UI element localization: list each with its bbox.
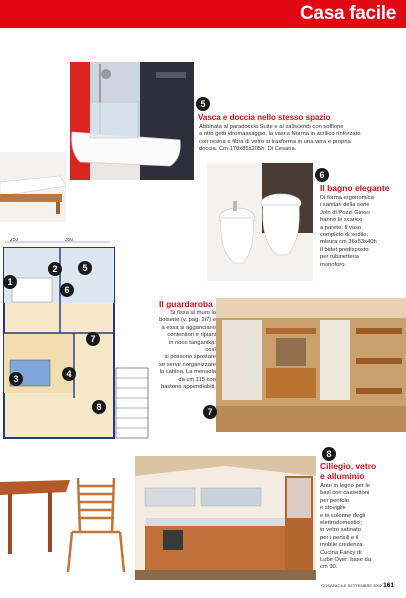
section-7-line: si possono spostare [164, 354, 216, 361]
table-chair-photo [0, 462, 130, 582]
section-6-line: Il bidet predisposto [320, 246, 369, 253]
marker-6: 6 [315, 168, 329, 182]
plan-marker-4: 4 [62, 367, 76, 381]
section-7-line: da cm 115 con [178, 376, 216, 383]
section-6-text [320, 195, 402, 269]
section-8-line: per i pensili e il [320, 534, 359, 541]
section-8-line: per pentole [320, 497, 350, 504]
section-7-line: bastone appendiabiti. [160, 384, 216, 391]
section-7-line: la cabina. La mensola [159, 369, 216, 376]
section-5-title: Vasca e doccia nello stesso spazio [198, 113, 331, 122]
section-8-line: e stoviglie [320, 505, 346, 512]
section-6-line: per rubinetteria [320, 254, 359, 261]
section-6-line: i sanitari della serie [320, 202, 370, 209]
section-6-line: Join di Pozzi Ginori [320, 209, 370, 216]
issue-label: COSAFACILE SETTEMBRE 2002 [321, 583, 383, 588]
toilet-bidet-photo [207, 163, 313, 281]
section-8-line: Cucina Fancy di [320, 549, 362, 556]
section-7-text [158, 310, 216, 391]
kitchen-photo [135, 456, 316, 580]
plan-dim-250: 250 [10, 238, 19, 243]
section-8-line: Lube Over: base da [320, 557, 371, 564]
section-7-line: contenitori e ripiani [167, 332, 216, 339]
section-6-line: a parete. Il vaso [320, 224, 362, 231]
section-5-line: a otto getti idromassaggio, la vasca Norma in acrilico rinforzato [199, 131, 361, 138]
section-6-line: hanno lo scarico [320, 217, 363, 224]
section-8-title-line: Ciliegio, vetro [320, 461, 377, 471]
plan-marker-1: 1 [3, 275, 17, 289]
section-6-line: completo di sedile, [320, 232, 369, 239]
page-number: 161 [383, 582, 394, 589]
section-5-text [199, 124, 389, 154]
section-6-line: misura cm 36x53x40h [320, 239, 377, 246]
section-8-line: Ante in legno per le [320, 483, 370, 489]
plan-marker-7: 7 [86, 332, 100, 346]
section-7-line: in noce tanganika: così [168, 339, 216, 354]
magazine-title: Casa facile [300, 3, 396, 24]
section-8-title [320, 461, 376, 481]
plan-marker-2: 2 [48, 262, 62, 276]
section-6-title: Il bagno elegante [320, 183, 390, 193]
bed-photo [0, 152, 66, 222]
section-8-text [320, 483, 404, 572]
section-5-line: con resina e fibra di vetro si trasforma in una vera e propria [199, 138, 351, 145]
plan-marker-8: 8 [92, 400, 106, 414]
section-8-line: in vetro satinato [320, 527, 361, 534]
plan-marker-5: 5 [78, 261, 92, 275]
plan-dim-350: 350 [65, 238, 74, 243]
section-6-line: monoforo. [320, 261, 347, 268]
section-5-line: Abbinata al paradoccia Suite e al saliscendi con soffione [199, 124, 344, 130]
section-6-line: Di forma ergonomica [320, 195, 374, 201]
section-7-line: a essa si agganciano [161, 324, 216, 331]
section-7-line: boiserie (v. pag. 2i7) e [159, 317, 216, 324]
section-7-title: Il guardaroba [159, 299, 213, 309]
shower-bathtub-photo [70, 62, 194, 180]
page-footer [321, 582, 394, 589]
section-7-line: se serve riorganizzare [158, 361, 216, 368]
section-8-line: cm 90. [320, 564, 338, 571]
marker-8: 8 [322, 447, 336, 461]
section-8-title-line: e alluminio [320, 471, 365, 481]
plan-marker-3: 3 [9, 372, 23, 386]
wardrobe-photo [216, 298, 406, 432]
section-7-line: Si fissa al muro la [170, 310, 216, 316]
marker-7: 7 [203, 405, 217, 419]
marker-5: 5 [196, 97, 210, 111]
section-8-line: basi con cassettoni [320, 490, 370, 497]
section-8-line: e le colonne degli [320, 512, 366, 519]
plan-marker-6: 6 [60, 283, 74, 297]
section-8-line: elettrodomestici; [320, 520, 363, 527]
section-8-line: mobile credenza. [320, 542, 365, 549]
section-5-line: doccia. Cm 170x85x205h. Di Cesana. [199, 146, 297, 153]
